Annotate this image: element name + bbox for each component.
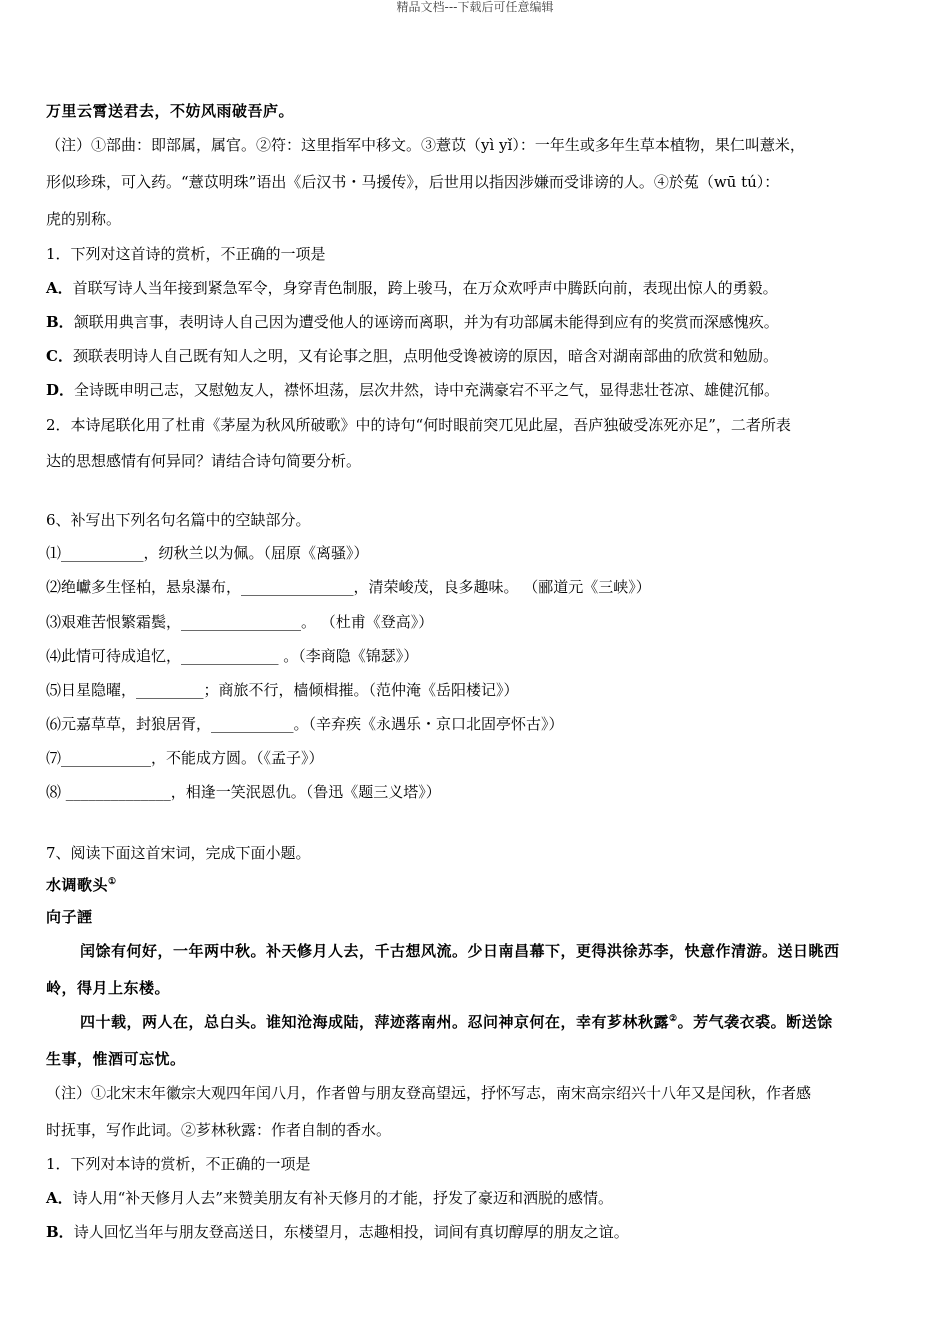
poem-final-couplet: 万里云霄送君去，不妨风雨破吾庐。 [46, 102, 295, 120]
option-text: 首联写诗人当年接到紧急军令，身穿青色制服，跨上骏马，在万众欢呼声中腾跃向前，表现出惊人的勇毅。 [72, 279, 778, 297]
annotation-line: 虎的别称。 [46, 210, 122, 228]
fill-blank-item: ⑷此情可待成追忆，_____________ 。（李商隐《锦瑟》） [46, 647, 419, 665]
poem-line: 生事，惟酒可忘忧。 [46, 1050, 186, 1068]
option-text: 诗人用“补天修月人去”来赞美朋友有补天修月的才能，抒发了豪迈和洒脱的感情。 [72, 1189, 613, 1207]
option-b [46, 1222, 629, 1242]
footnote-marker: ① [108, 877, 117, 887]
annotation-line: 时抚事，写作此词。②芗林秋露：作者自制的香水。 [46, 1121, 392, 1139]
option-letter: A． [46, 1189, 73, 1207]
poem-line-text: 四十载，两人在，总白头。谁知沧海成陆，萍迹落南州。忍问神京何在，幸有芗林秋露 [80, 1013, 670, 1031]
option-a [46, 1188, 613, 1208]
option-text: 全诗既申明己志，又慰勉友人，襟怀坦荡，层次井然，诗中充满豪宕不平之气，显得悲壮苍凉、雄健沉郁。 [74, 381, 780, 399]
option-text: 颈联表明诗人自己既有知人之明，又有论事之胆，点明他受谗被谤的原因，暗含对湖南部曲的欣赏和勉励。 [72, 347, 778, 365]
poem-line: 闰馀有何好，一年两中秋。补天修月人去，千古想风流。少日南昌幕下，更得洪徐苏李，快意作清游。送日眺西 [80, 942, 840, 960]
section-7-title: 7、阅读下面这首宋词，完成下面小题。 [46, 844, 311, 862]
fill-blank-item: ⑵绝巘多生怪柏，悬泉瀑布，_______________，清荣峻茂，良多趣味。 （郦道元《三峡》） [46, 578, 651, 596]
question-2-cont: 达的思想感情有何异同？请结合诗句简要分析。 [46, 452, 362, 470]
poem-author: 向子諲 [46, 908, 93, 926]
poem-line-text: 。芳气袭衣裘。断送馀 [677, 1013, 833, 1031]
option-letter: B． [46, 1223, 74, 1241]
fill-blank-item: ⑸日星隐曜，_________；商旅不行，樯倾楫摧。（范仲淹《岳阳楼记》） [46, 681, 519, 699]
fill-blank-item: ⑻ ______________，相逢一笑泯恩仇。（鲁迅《题三义塔》） [46, 783, 441, 801]
option-c [46, 346, 778, 366]
section-6-title: 6、补写出下列名句名篇中的空缺部分。 [46, 511, 311, 529]
option-text: 颔联用典言事，表明诗人自己因为遭受他人的诬谤而离职，并为有功部属未能得到应有的奖赏而深感愧疚。 [73, 313, 779, 331]
poem-line: 岭，得月上东楼。 [46, 979, 171, 997]
option-a [46, 278, 778, 298]
annotation-line: （注）①部曲：即部属，属官。②符：这里指军中移文。③薏苡（yì yǐ）：一年生或多年生草本植物，果仁叫薏米， [46, 136, 805, 154]
poem-title [46, 875, 117, 895]
poem-line [80, 1012, 833, 1032]
option-letter: C． [46, 347, 73, 365]
option-letter: D． [46, 381, 75, 399]
option-d [46, 380, 779, 400]
option-b [46, 312, 779, 332]
question-1: 1．下列对本诗的赏析，不正确的一项是 [46, 1155, 311, 1173]
footnote-marker: ② [669, 1014, 678, 1024]
question-1: 1．下列对这首诗的赏析，不正确的一项是 [46, 245, 326, 263]
option-letter: B． [46, 313, 74, 331]
fill-blank-item: ⑹元嘉草草，封狼居胥，___________。（辛弃疾《永遇乐・京口北固亭怀古》） [46, 715, 564, 733]
page-header: 精品文档---下载后可任意编辑 [396, 0, 554, 14]
question-2: 2．本诗尾联化用了杜甫《茅屋为秋风所破歌》中的诗句“何时眼前突兀见此屋，吾庐独破受冻死亦足”，二者所表 [46, 416, 791, 434]
annotation-line: 形似珍珠，可入药。“薏苡明珠”语出《后汉书・马援传》，后世用以指因涉嫌而受诽谤的人。④於菟（wū tú）： [46, 173, 780, 191]
option-letter: A． [46, 279, 73, 297]
annotation-line: （注）①北宋末年徽宗大观四年闰八月，作者曾与朋友登高望远，抒怀写志，南宋高宗绍兴十八年又是闰秋，作者感 [46, 1084, 812, 1102]
fill-blank-item: ⑴___________，纫秋兰以为佩。（屈原《离骚》） [46, 544, 369, 562]
poem-title-text: 水调歌头 [46, 876, 109, 894]
fill-blank-item: ⑺____________，不能成方圆。（《孟子》） [46, 749, 324, 767]
fill-blank-item: ⑶艰难苦恨繁霜鬓，________________。 （杜甫《登高》） [46, 613, 434, 631]
option-text: 诗人回忆当年与朋友登高送日，东楼望月，志趣相投，词间有真切醇厚的朋友之谊。 [73, 1223, 629, 1241]
